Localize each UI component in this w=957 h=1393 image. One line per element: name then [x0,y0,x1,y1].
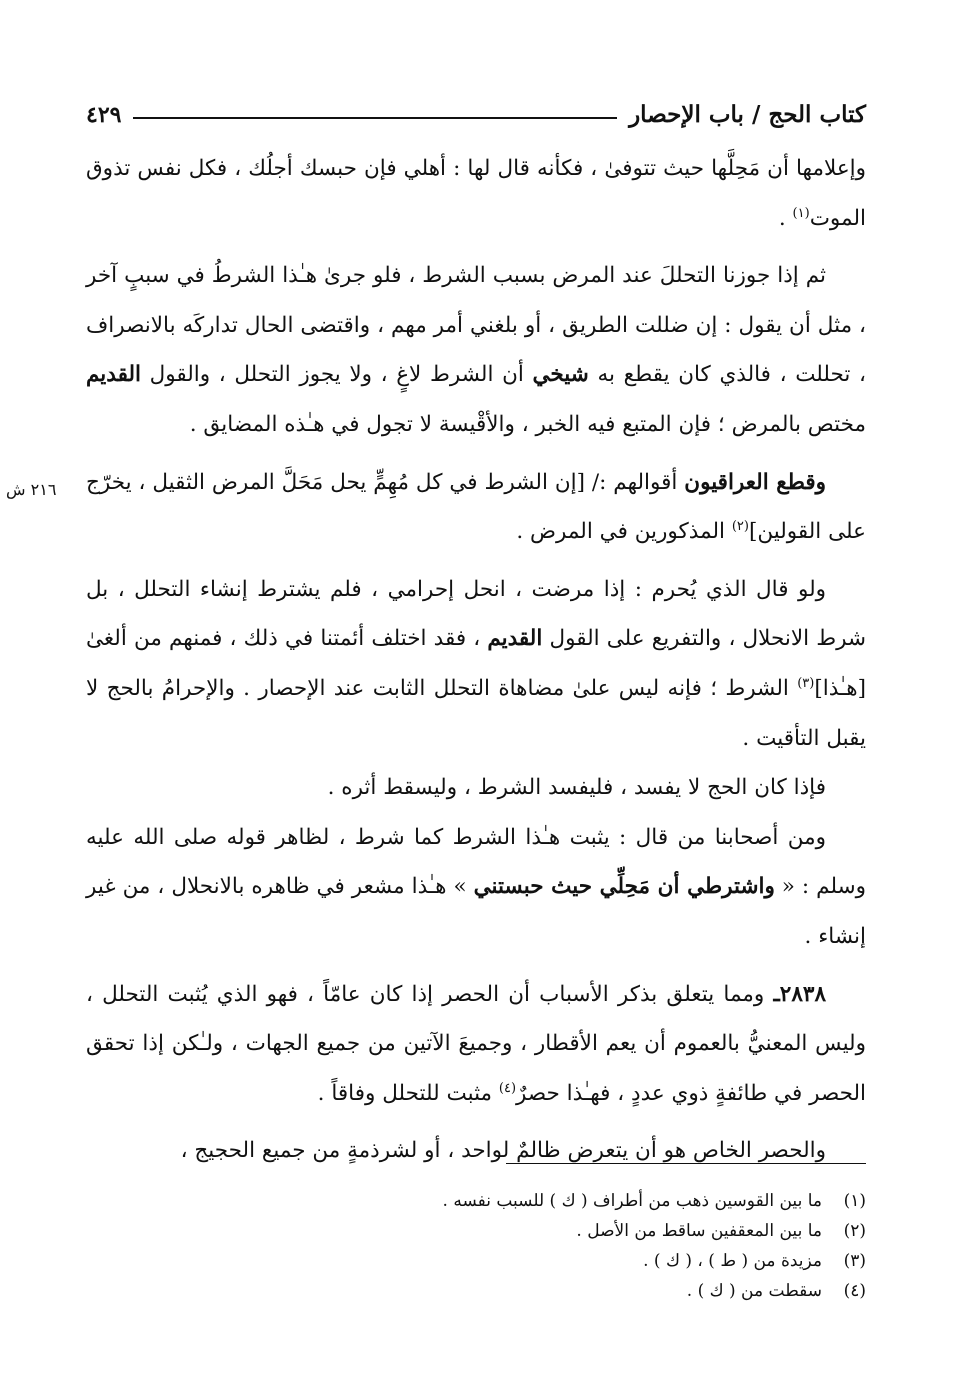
footnote-4: (٤)سقطت من ( ك ) . [686,1281,866,1301]
paragraph-7: ٢٨٣٨ـ ومما يتعلق بذكر الأسباب أن الحصر إذا كان عامّاً ، فهو الذي يُثبت التحلل ، وليس المعنيُّ بالعموم أن يعم الأقطار ، وجميعَ الآتين من جميع الجهات ، ولـٰكن إذا تحقق الحصر في طائفةٍ ذوي عددٍ ، فهـٰذا حصرٌ$^{(٤)}$ مثبت للتحلل وفاقاً . [86,981,866,1106]
paragraph-8: والحصر الخاص هو أن يتعرض ظالمٌ لواحد ، أو لشرذمةٍ من جميع الحجيج ، [180,1138,826,1164]
running-header [86,88,866,128]
issue-number: ٢٨٣٨ـ [773,981,826,1007]
margin-reference: ٢١٦ ش [6,480,57,499]
paragraph-5: فإذا كان الحج لا يفسد ، فليفسد الشرط ، وليسقط أثره . [327,775,826,801]
footnote-1: (١)ما بين القوسين ذهب من أطراف ( ك ) للسبب نفسه . [442,1191,866,1211]
paragraph-2: ثم إذا جوزنا التحللَ عند المرض بسبب الشرط ، فلو جرىٰ هـٰذا الشرطُ في سببٍ آخر ، مثل أن يقول : إن ضللت الطريق ، أو بلغني أمر مهم ، واقتضى الحال تداركَه بالانصراف ، تحللت ، فالذي كان يقطع به شيخي أن الشرط لاغٍ ، ولا يجوز التحلل ، والقول القديم مختص بالمرض ؛ فإن المتبع فيه الخبر ، والأقْيسة لا تجول في هـٰذه المضايق . [86,263,866,437]
chapter-title: كتاب الحج / باب الإحصار [629,101,866,128]
paragraph-6: ومن أصحابنا من قال : يثبت هـٰذا الشرط كما شرط ، لظاهر قوله صلى الله عليه وسلم : « واشترطي أن مَحِلِّي حيث حبستني » هـٰذا مشعر في ظاهره بالانحلال ، من غير إنشاء . [86,824,866,949]
footnotes [300,1186,866,1306]
header-rule [133,117,617,119]
main-text [86,144,866,1176]
footnote-2: (٢)ما بين المعقفين ساقط من الأصل . [576,1221,866,1241]
footnote-ref-2: (٢) [731,519,749,534]
footnote-ref-4: (٤) [498,1080,517,1096]
paragraph-1: وإعلامها أن مَحِلَّها حيث تتوفىٰ ، فكأنه قال لها : أهلي فإن حبسك أجلُك ، فكل نفس تذوق الموت$^{(١)}$ . [86,156,866,231]
footnote-ref-1: (١) [792,205,810,221]
paragraph-3: وقطع العراقيون أقوالهم :/ [إن الشرط في كل مُهِمٍّ يحل مَحَلَّ المرض الثقيل ، يخرّج على القولين]$^{(٢)}$ المذكورين في المرض . [86,469,866,545]
footnote-ref-3: (٣) [797,675,815,691]
page-number: ٤٢٩ [86,102,122,128]
paragraph-4: ولو قال الذي يُحرم : إذا مرضت ، انحل إحرامي ، فلم يشترط إنشاء التحلل ، بل شرط الانحلال ، والتفريع على القول القديم ، فقد اختلف أئمتنا في ذلك ، فمنهم من ألغىٰ [هـٰذا]$^{(٣)}$ الشرط ؛ فإنه ليس علىٰ مضاهاة التحلل الثابت عند الإحصار . والإحرامُ بالحج لا يقبل التأقيت . [86,576,866,751]
footnote-divider [506,1163,866,1164]
footnote-3: (٣)مزيدة من ( ط ) ، ( ك ) . [643,1251,866,1271]
